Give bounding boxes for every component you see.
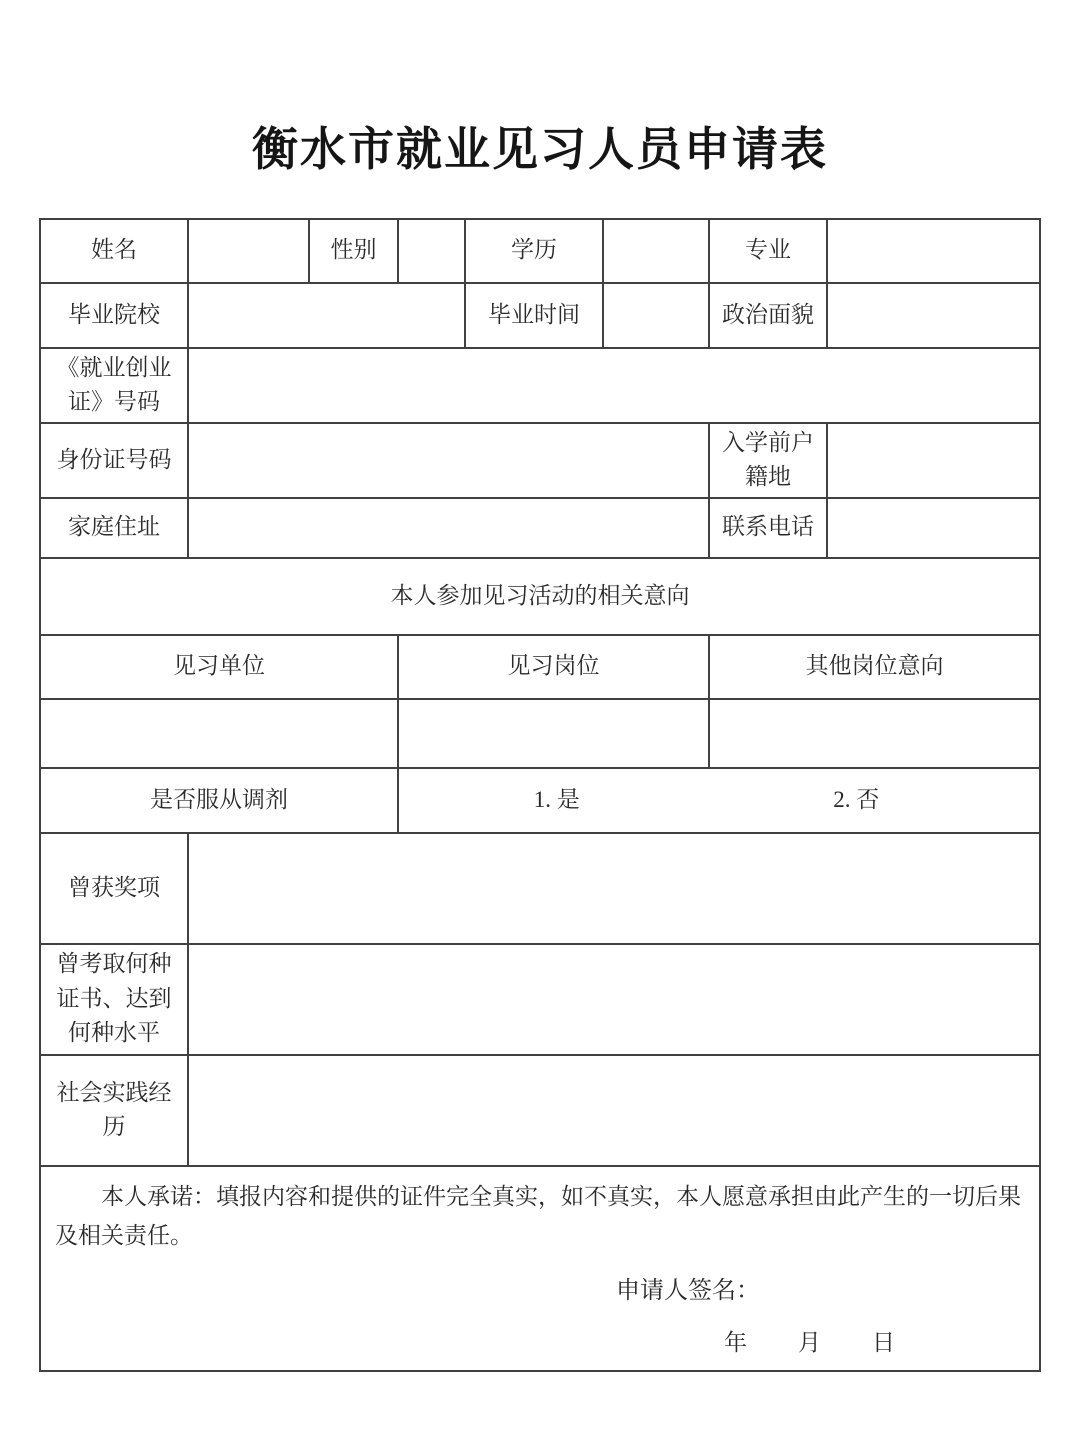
row-basic-info-1	[40, 219, 1040, 283]
row-obey-adjustment	[40, 768, 1040, 833]
home-address-label: 家庭住址	[40, 498, 188, 558]
internship-post-value-cell	[398, 699, 709, 768]
home-address-value-cell	[188, 498, 709, 558]
pre-enroll-residence-value-cell	[827, 423, 1040, 498]
name-label: 姓名	[40, 219, 188, 283]
option-no: 2. 否	[833, 786, 880, 812]
political-status-value-cell	[827, 283, 1040, 348]
row-intention-header	[40, 558, 1040, 635]
political-status-label: 政治面貌	[709, 283, 827, 348]
date-line	[55, 1326, 1025, 1361]
internship-post-header: 见习岗位	[398, 635, 709, 699]
row-home-address	[40, 498, 1040, 558]
graduate-school-value-cell	[188, 283, 465, 348]
social-practice-label: 社会实践经历	[40, 1055, 188, 1166]
certificates-label: 曾考取何种证书、达到何种水平	[40, 944, 188, 1055]
row-certificates	[40, 944, 1040, 1055]
row-intention-column-headers	[40, 635, 1040, 699]
pre-enroll-residence-label: 入学前户籍地	[709, 423, 827, 498]
education-label: 学历	[465, 219, 603, 283]
major-value-cell	[827, 219, 1040, 283]
date-day-label: 日	[872, 1329, 895, 1355]
date-year-label: 年	[724, 1329, 747, 1355]
awards-label: 曾获奖项	[40, 833, 188, 944]
contact-phone-label: 联系电话	[709, 498, 827, 558]
internship-unit-header: 见习单位	[40, 635, 398, 699]
name-value-cell	[188, 219, 309, 283]
id-number-label: 身份证号码	[40, 423, 188, 498]
graduate-school-label: 毕业院校	[40, 283, 188, 348]
awards-value-cell	[188, 833, 1040, 944]
gender-label: 性别	[309, 219, 398, 283]
row-intention-values	[40, 699, 1040, 768]
certificates-value-cell	[188, 944, 1040, 1055]
internship-unit-value-cell	[40, 699, 398, 768]
id-number-value-cell	[188, 423, 709, 498]
intention-section-header: 本人参加见习活动的相关意向	[40, 558, 1040, 635]
commitment-statement: 本人承诺：填报内容和提供的证件完全真实，如不真实，本人愿意承担由此产生的一切后果及相关责任。	[55, 1183, 1021, 1248]
gender-value-cell	[398, 219, 465, 283]
other-post-intention-value-cell	[709, 699, 1040, 768]
obey-adjustment-label: 是否服从调剂	[40, 768, 398, 833]
row-id-number	[40, 423, 1040, 498]
employment-cert-value-cell	[188, 348, 1040, 423]
contact-phone-value-cell	[827, 498, 1040, 558]
row-employment-cert	[40, 348, 1040, 423]
adjustment-options	[407, 783, 1031, 818]
row-social-practice	[40, 1055, 1040, 1166]
row-awards	[40, 833, 1040, 944]
commitment-cell	[40, 1166, 1040, 1371]
education-value-cell	[603, 219, 709, 283]
signature-line	[55, 1273, 1025, 1309]
graduate-time-label: 毕业时间	[465, 283, 603, 348]
obey-adjustment-options-cell	[398, 768, 1040, 833]
other-post-intention-header: 其他岗位意向	[709, 635, 1040, 699]
row-commitment	[40, 1166, 1040, 1371]
employment-cert-label: 《就业创业证》号码	[40, 348, 188, 423]
social-practice-value-cell	[188, 1055, 1040, 1166]
application-form-table	[39, 218, 1041, 1372]
row-basic-info-2	[40, 283, 1040, 348]
major-label: 专业	[709, 219, 827, 283]
graduate-time-value-cell	[603, 283, 709, 348]
option-yes: 1. 是	[533, 786, 580, 812]
date-month-label: 月	[798, 1329, 821, 1355]
signature-label: 申请人签名：	[616, 1277, 760, 1304]
page-title: 衡水市就业见习人员申请表	[252, 124, 828, 175]
